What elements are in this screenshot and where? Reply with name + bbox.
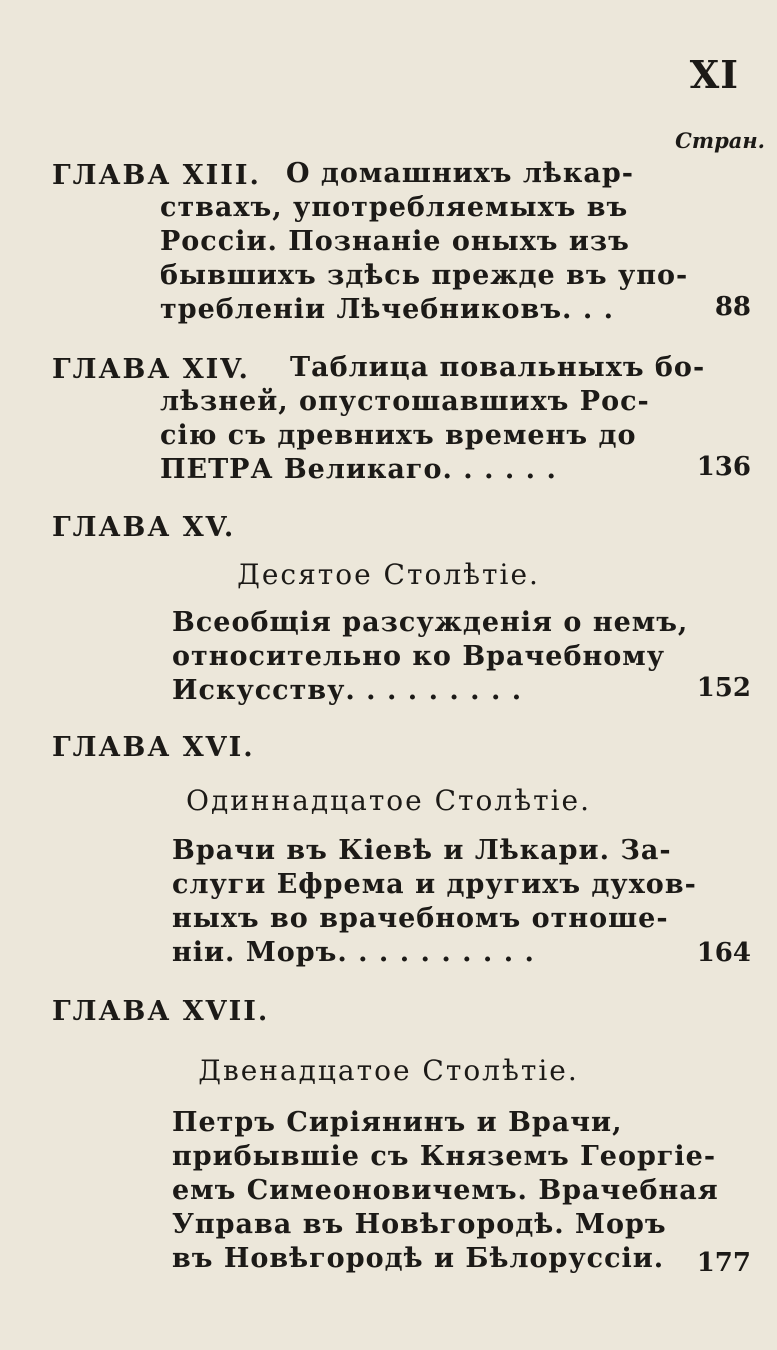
entry-line: слуги Ефрема и другихъ духов-	[172, 869, 697, 900]
entry-line: бывшихъ здѣсь прежде въ упо-	[160, 260, 689, 291]
century-heading: Двенадцатое Столѣтіе.	[198, 1054, 579, 1087]
entry-line: О домашнихъ лѣкар-	[286, 158, 634, 189]
page-folio: XI	[689, 52, 739, 97]
entry-line: сію съ древнихъ временъ до	[160, 420, 637, 451]
entry-line: Врачи въ Кіевѣ и Лѣкари. За-	[172, 835, 672, 866]
entry-line: ствахъ, употребляемыхъ въ	[160, 192, 629, 223]
entry-line: Россіи. Познаніе оныхъ изъ	[160, 226, 630, 257]
entry-line: Всеобщія разсужденія о немъ,	[172, 607, 689, 638]
entry-line: ніи. Моръ. . . . . . . . . .	[172, 937, 535, 968]
chapter-label-14: ГЛАВА XIV.	[52, 354, 250, 385]
century-heading: Одиннадцатое Столѣтіе.	[186, 784, 591, 817]
century-heading: Десятое Столѣтіе.	[237, 558, 540, 591]
chapter-label-17: ГЛАВА XVII.	[52, 996, 270, 1027]
entry-line: Петръ Сиріянинъ и Врачи,	[172, 1107, 623, 1138]
page-number: 88	[714, 292, 751, 322]
page-number: 164	[696, 938, 751, 968]
pages-column-label: Стран.	[675, 128, 765, 153]
page-number: 136	[696, 452, 751, 482]
entry-line: Управа въ Новѣгородѣ. Моръ	[172, 1209, 667, 1240]
page-number: 152	[696, 673, 751, 703]
entry-line: прибывшіе съ Княземъ Георгіе-	[172, 1141, 717, 1172]
entry-line: ныхъ во врачебномъ отноше-	[172, 903, 669, 934]
entry-line: лѣзней, опустошавшихъ Рос-	[160, 386, 650, 417]
page-number: 177	[696, 1248, 751, 1278]
entry-line: емъ Симеоновичемъ. Врачебная	[172, 1175, 719, 1206]
entry-line: въ Новѣгородѣ и Бѣлоруссіи.	[172, 1243, 665, 1274]
chapter-label-15: ГЛАВА XV.	[52, 512, 236, 543]
entry-line: требленіи Лѣчебниковъ. . .	[160, 294, 615, 325]
chapter-label-16: ГЛАВА XVI.	[52, 732, 255, 763]
chapter-label-13: ГЛАВА XIII.	[52, 160, 261, 191]
entry-line: Таблица повальныхъ бо-	[290, 352, 706, 383]
entry-line: Искусству. . . . . . . . .	[172, 675, 523, 706]
entry-line: ПЕТРА Великаго. . . . . .	[160, 454, 557, 485]
entry-line: относительно ко Врачебному	[172, 641, 665, 672]
